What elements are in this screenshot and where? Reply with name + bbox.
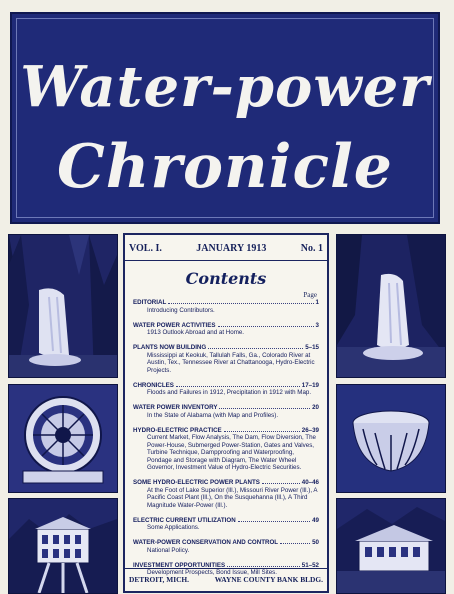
toc-dot-leader <box>219 407 310 409</box>
publisher-building: WAYNE COUNTY BANK BLDG. <box>214 574 323 584</box>
toc-entry-page: 50 <box>312 539 319 546</box>
toc-entry-page: 20 <box>312 404 319 411</box>
toc-entry-heading <box>133 404 319 412</box>
toc-entry-heading <box>133 382 319 390</box>
toc-entry-title: PLANTS NOW BUILDING <box>133 344 207 351</box>
toc-entry-title: WATER-POWER CONSERVATION AND CONTROL <box>133 539 279 546</box>
photo-waterfall-left <box>8 234 118 378</box>
toc-entry-page: 26–39 <box>301 426 319 434</box>
toc-entry <box>133 322 319 337</box>
toc-dot-leader <box>208 347 303 349</box>
photo-turbine-runner <box>336 384 446 493</box>
toc-entry-page: 51–52 <box>301 561 319 569</box>
photo-mill-building <box>336 498 446 594</box>
toc-entry-description: Current Market, Flow Analysis, The Dam, Flow Diversion, The Power-House, Submerged Power-Station, Gates and Valves, Turbine Technique, Dampproofing and Waterproofing, Pondage and Storage with Diagram, The Water Wheel Governor, Investment Value of Hydro-Electric Securities. <box>147 434 316 471</box>
toc-dot-leader <box>280 542 310 544</box>
toc-entry <box>133 299 319 314</box>
toc-dot-leader <box>238 520 310 522</box>
issue-volume: VOL. I. <box>129 242 162 254</box>
toc-entry-title: CHRONICLES <box>133 381 174 389</box>
publisher-city: DETROIT, MICH. <box>129 574 190 584</box>
photo-power-house <box>8 498 118 594</box>
publisher-address <box>129 571 323 587</box>
issue-line <box>129 238 323 258</box>
toc-dot-leader <box>227 565 300 567</box>
toc-entry-heading <box>133 344 319 352</box>
toc-entry-heading <box>133 299 319 307</box>
masthead-title-line1: Water-power <box>20 54 430 120</box>
toc-entry-description: Floods and Failures in 1912, Precipitation in 1912 with Map. <box>147 389 312 396</box>
toc-entry <box>133 344 319 374</box>
issue-date: JANUARY 1913 <box>196 242 267 254</box>
toc-dot-leader <box>218 325 314 327</box>
toc-entry-title: ELECTRIC CURRENT UTILIZATION <box>133 516 236 524</box>
issue-number: No. 1 <box>300 242 323 254</box>
toc-entry-page: 49 <box>312 516 319 524</box>
toc-entry-page: 5–15 <box>305 344 319 351</box>
toc-dot-leader <box>168 302 313 304</box>
toc-entry <box>133 539 319 554</box>
toc-entry-page: 1 <box>315 299 319 306</box>
toc-entry-title: INVESTMENT OPPORTUNITIES <box>133 561 226 569</box>
toc-entry <box>133 517 319 532</box>
photo-waterfall-right <box>336 234 446 378</box>
toc-entry-title: EDITORIAL <box>133 299 167 306</box>
toc-entry-description: 1913 Outlook Abroad and at Home. <box>147 329 245 336</box>
toc-entry-heading <box>133 517 319 525</box>
toc-entry-description: Introducing Contributors. <box>147 306 215 314</box>
toc-entry-description: National Policy. <box>147 546 190 554</box>
toc-entry <box>133 404 319 419</box>
toc-entry-description: Development Prospects, Bond Issue, Mill Sites. <box>147 569 277 576</box>
toc-entry-title: WATER POWER ACTIVITIES <box>133 321 216 329</box>
toc-entry-title: HYDRO-ELECTRIC PRACTICE <box>133 426 222 434</box>
toc-entry <box>133 382 319 397</box>
issue-rule <box>125 260 327 261</box>
toc-entry-description: Some Applications. <box>147 524 200 531</box>
toc-dot-leader <box>262 482 300 484</box>
toc-entry <box>133 427 319 472</box>
toc-entry-page: 17–19 <box>301 381 319 389</box>
table-of-contents <box>133 299 319 584</box>
toc-dot-leader <box>176 385 300 387</box>
toc-entry-description: Mississippi at Keokuk, Tallulah Falls, Ga., Colorado River at Austin, Tex., Tennessee River at Chattanooga, Hydro-Electric Projects. <box>147 351 315 374</box>
toc-entry-heading <box>133 479 319 487</box>
contents-panel <box>123 233 329 593</box>
toc-entry-description: At the Foot of Lake Superior (Ill.), Missouri River Power (Ill.), A Pacific Coast Plant (Ill.), On the Susquehanna (Ill.), A Third Magnitude Water-Power (Ill.). <box>147 486 318 509</box>
photo-turbine-wheel <box>8 384 118 493</box>
toc-dot-leader <box>224 430 300 432</box>
masthead-title-line2: Chronicle <box>57 132 393 202</box>
toc-entry-heading <box>133 539 319 547</box>
toc-entry-page: 40–46 <box>301 479 319 486</box>
page-column-label: Page <box>303 291 317 299</box>
toc-entry-page: 3 <box>315 321 319 329</box>
masthead <box>10 12 440 224</box>
toc-entry-title: SOME HYDRO-ELECTRIC POWER PLANTS <box>133 479 260 486</box>
toc-entry-heading <box>133 427 319 435</box>
footer-rule <box>125 568 327 569</box>
toc-entry-title: WATER POWER INVENTORY <box>133 404 218 411</box>
toc-entry-description: In the State of Alabama (with Map and Profiles). <box>147 411 279 419</box>
contents-title: Contents <box>185 269 267 288</box>
toc-entry-heading <box>133 322 319 330</box>
toc-entry <box>133 479 319 509</box>
